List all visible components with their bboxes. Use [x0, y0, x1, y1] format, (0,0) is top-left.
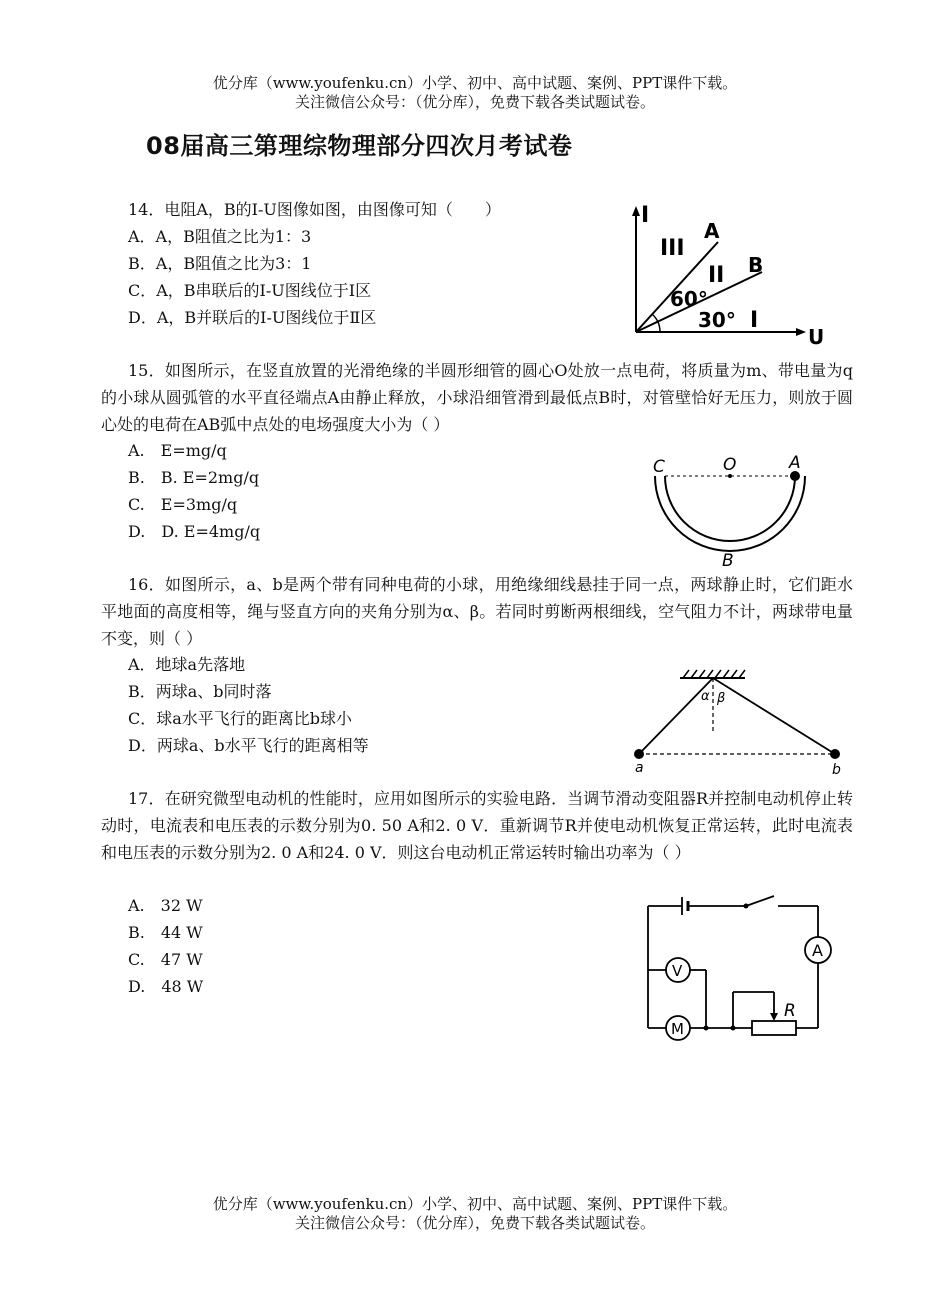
- u-axis-arrow: [796, 328, 806, 336]
- line-a-label: A: [704, 219, 720, 243]
- option-a: A. 32 W: [128, 896, 203, 915]
- option-b: B．A，B阻值之比为3：1: [128, 254, 312, 273]
- option-b: B．两球a、b同时落: [128, 682, 272, 701]
- question-stem: 16．如图所示，a、b是两个带有同种电荷的小球，用绝缘细线悬挂于同一点，两球静止时，它们距水平地面的高度相等，绳与竖直方向的夹角分别为α、β。若同时剪断两根细线，空气阻力不计，两球带电量不变，则（ ）: [101, 575, 853, 648]
- option-c: C. E=3mg/q: [128, 495, 238, 514]
- rheostat-body: [752, 1021, 796, 1035]
- ammeter-label: A: [812, 941, 823, 960]
- header-line-1: 优分库（www.youfenku.cn）小学、初中、高中试题、案例、PPT课件下载。: [212, 74, 738, 92]
- label-b: b: [832, 762, 841, 778]
- axis-u-label: U: [808, 325, 825, 349]
- option-c: C．球a水平飞行的距离比b球小: [128, 709, 353, 728]
- option-d: D．A，B并联后的I-U图线位于Ⅱ区: [128, 308, 377, 327]
- label-c: C: [653, 457, 665, 477]
- question-stem: 14．电阻A，B的I-U图像如图，由图像可知（ ）: [128, 200, 501, 219]
- circuit-figure: [640, 892, 840, 1047]
- i-axis-arrow: [632, 206, 640, 216]
- option-a: A．A，B阻值之比为1：3: [128, 227, 312, 246]
- semicircle-tube-figure: [645, 452, 815, 570]
- option-c: C．A，B串联后的I-U图线位于Ⅰ区: [128, 281, 372, 300]
- ceiling-hatch: [683, 670, 745, 678]
- option-a: A. E=mg/q: [128, 441, 227, 460]
- question-stem: 15．如图所示，在竖直放置的光滑绝缘的半圆形细管的圆心O处放一点电荷，将质量为m、带电量为q的小球从圆弧管的水平直径端点A由静止释放，小球沿细管滑到最低点B时，对管壁恰好无压力，则放于圆心处的电荷在AB弧中点处的电场强度大小为（ ）: [101, 361, 853, 434]
- ball-a: [634, 749, 644, 759]
- rheostat-slider-arrow: [770, 1013, 778, 1021]
- page-title: 08届高三第理综物理部分四次月考试卷: [146, 132, 573, 160]
- label-beta: β: [717, 691, 726, 706]
- junction: [704, 1026, 709, 1031]
- axis-i-label: I: [641, 203, 650, 228]
- motor-label: M: [671, 1020, 684, 1038]
- label-o: O: [723, 455, 737, 475]
- voltmeter-label: V: [672, 962, 683, 980]
- footer-line-2: 关注微信公众号：（优分库），免费下载各类试题试卷。: [294, 1214, 655, 1232]
- option-d: D. 48 W: [128, 977, 204, 996]
- switch-lever: [746, 896, 774, 906]
- label-alpha: α: [701, 689, 710, 704]
- label-a: A: [789, 453, 801, 473]
- label-a: a: [635, 760, 644, 776]
- option-b: B. B. E=2mg/q: [128, 468, 260, 487]
- label-b: B: [722, 551, 734, 571]
- option-d: D．两球a、b水平飞行的距离相等: [128, 736, 369, 755]
- resistor-label: R: [784, 1001, 796, 1021]
- region-2-label: II: [708, 263, 725, 288]
- region-3-label: III: [660, 236, 685, 261]
- iu-graph-figure: [622, 200, 825, 349]
- option-d: D. D. E=4mg/q: [128, 522, 261, 541]
- question-stem: 17．在研究微型电动机的性能时，应用如图所示的实验电路．当调节滑动变阻器R并控制电动机停止转动时，电流表和电压表的示数分别为0. 50 A和2. 0 V．重新调节R并使电动机恢复正常运转，此时电流表和电压表的示数分别为2. 0 A和24. 0 V．则这台电动机正常运转时输出功率为（ ）: [101, 789, 853, 862]
- option-a: A．地球a先落地: [128, 655, 246, 674]
- option-c: C. 47 W: [128, 950, 203, 969]
- string-b: [713, 678, 835, 754]
- tube-inner-wall: [665, 476, 795, 541]
- hanging-balls-figure: [625, 664, 850, 779]
- angle-30-label: 30°: [698, 308, 736, 332]
- region-1-label: I: [750, 308, 759, 333]
- line-b-label: B: [748, 253, 764, 277]
- ball-b: [830, 749, 840, 759]
- angle-60-label: 60°: [670, 287, 708, 311]
- footer-line-1: 优分库（www.youfenku.cn）小学、初中、高中试题、案例、PPT课件下载。: [212, 1195, 738, 1213]
- option-b: B. 44 W: [128, 923, 203, 942]
- header-line-2: 关注微信公众号：（优分库），免费下载各类试题试卷。: [294, 93, 655, 111]
